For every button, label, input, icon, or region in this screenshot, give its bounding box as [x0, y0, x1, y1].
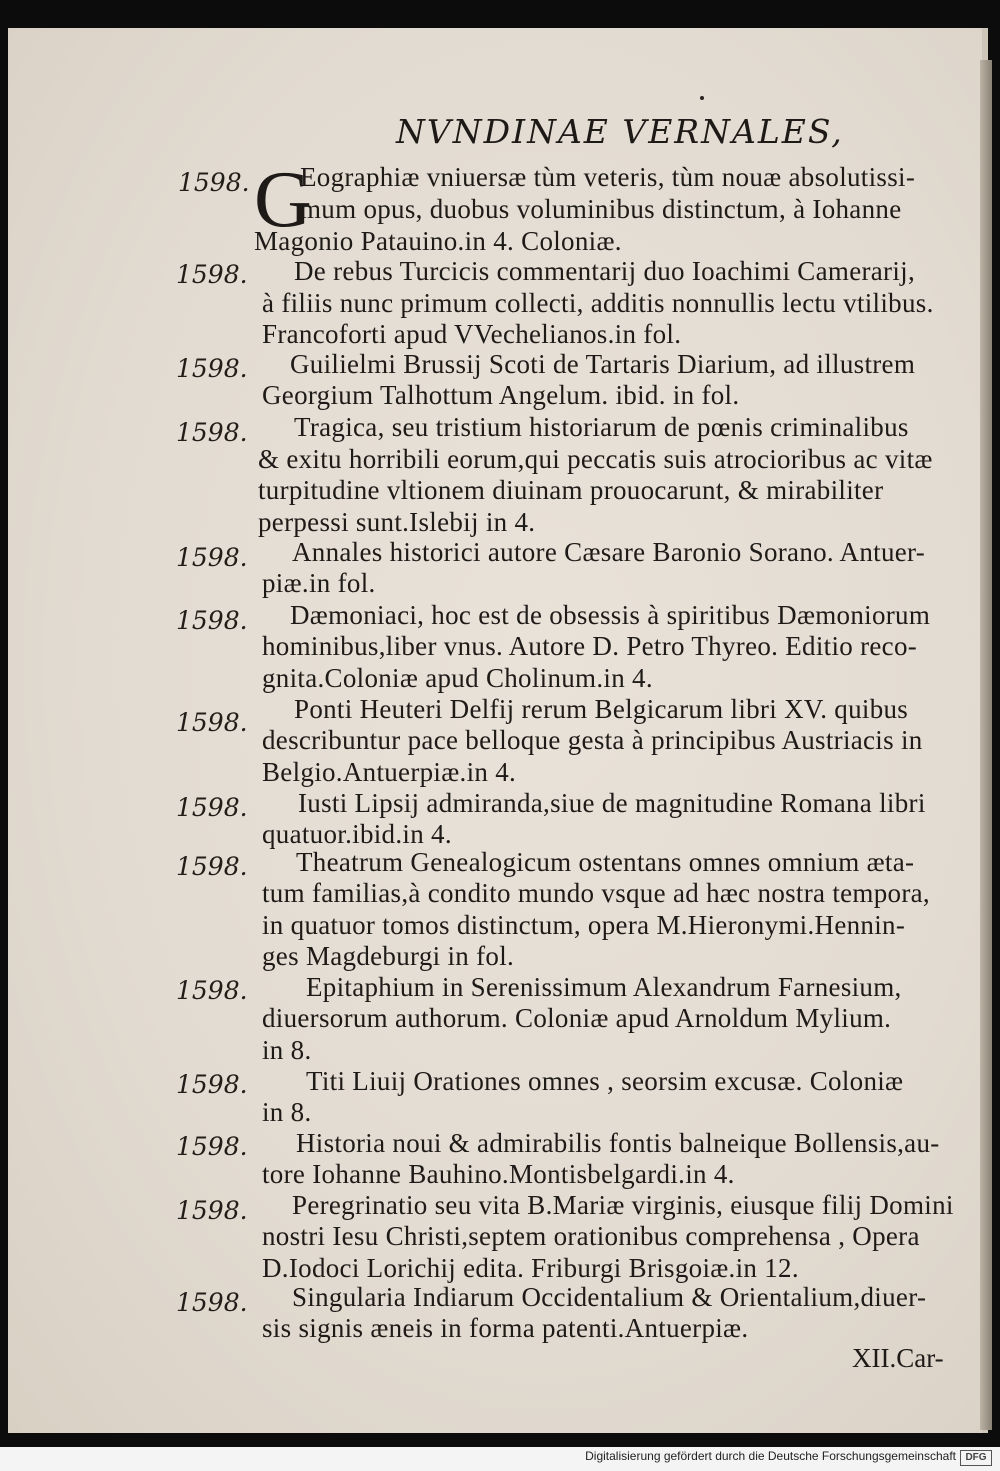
dfg-logo: DFG [960, 1450, 992, 1466]
entry-year: 1598. [176, 1070, 248, 1099]
entry-text-line: Theatrum Genealogicum ostentans omnes omnium æta- [296, 847, 915, 877]
entry-text-line: Eographiæ vniuersæ tùm veteris, tùm nouæ absolutissi- [300, 162, 916, 192]
entry-text-line: piæ.in fol. [262, 568, 376, 598]
entry-text-line: quatuor.ibid.in 4. [262, 819, 452, 849]
entry-text-line: Titi Liuij Orationes omnes , seorsim excusæ. Coloniæ [306, 1066, 904, 1096]
entry-text-line: ges Magdeburgi in fol. [262, 941, 515, 971]
entry-text-line: Peregrinatio seu vita B.Mariæ virginis, eiusque filij Domini [292, 1190, 954, 1220]
entry-text-line: Dæmoniaci, hoc est de obsessis à spiritibus Dæmoniorum [290, 600, 931, 630]
entry-text-line: Annales historici autore Cæsare Baronio Sorano. Antuer- [292, 537, 926, 567]
entry-year: 1598. [176, 708, 248, 737]
entry-text-line: Magonio Patauino.in 4. Coloniæ. [254, 226, 622, 256]
entry-text-line: tore Iohanne Bauhino.Montisbelgardi.in 4. [262, 1159, 735, 1189]
entry-year: 1598. [176, 1288, 248, 1317]
entry-text-line: Tragica, seu tristium historiarum de pœnis criminalibus [294, 412, 909, 442]
entry-text-line: gnita.Coloniæ apud Cholinum.in 4. [262, 663, 653, 693]
entry-text-line: Singularia Indiarum Occidentalium & Orientalium,diuer- [292, 1282, 927, 1312]
entry-year: 1598. [176, 1132, 248, 1161]
entry-text-line: Guilielmi Brussij Scoti de Tartaris Diarium, ad illustrem [290, 349, 916, 379]
entry-text-line: perpessi sunt.Islebij in 4. [258, 507, 536, 537]
entry-text-line: Ponti Heuteri Delfij rerum Belgicarum libri XV. quibus [294, 694, 909, 724]
entry-text-line: describuntur pace belloque gesta à principibus Austriacis in [262, 725, 923, 755]
entry-year: 1598. [176, 418, 248, 447]
ink-speck [700, 96, 704, 100]
page-edge [980, 60, 992, 1430]
entry-text-line: Georgium Talhottum Angelum. ibid. in fol. [262, 380, 740, 410]
entry-year: 1598. [178, 168, 250, 197]
entry-text-line: Historia noui & admirabilis fontis balneique Bollensis,au- [296, 1128, 940, 1158]
entry-year: 1598. [176, 354, 248, 383]
entry-text-line: à filiis nunc primum collecti, additis nonnullis lectu vtilibus. [262, 288, 934, 318]
entry-year: 1598. [176, 793, 248, 822]
entry-text-line: Francoforti apud VVechelianos.in fol. [262, 319, 682, 349]
drop-cap-initial: G [254, 156, 312, 244]
entry-text-line: D.Iodoci Lorichij edita. Friburgi Brisgoiæ.in 12. [262, 1253, 799, 1283]
entry-text-line: in 8. [262, 1097, 312, 1127]
entry-text-line: & exitu horribili eorum,qui peccatis suis atrocioribus ac vitæ [258, 444, 933, 474]
entry-year: 1598. [176, 606, 248, 635]
entry-year: 1598. [176, 1196, 248, 1225]
entry-text-line: Epitaphium in Serenissimum Alexandrum Farnesium, [306, 972, 902, 1002]
entry-text-line: in 8. [262, 1035, 312, 1065]
entry-text-line: mum opus, duobus voluminibus distinctum, à Iohanne [300, 194, 902, 224]
entry-year: 1598. [176, 543, 248, 572]
entry-text-line: sis signis æneis in forma patenti.Antuerpiæ. [262, 1313, 749, 1343]
entry-text-line: Belgio.Antuerpiæ.in 4. [262, 757, 517, 787]
entry-year: 1598. [176, 976, 248, 1005]
catchword: XII.Car- [852, 1343, 944, 1373]
entry-text-line: turpitudine vltionem diuinam prouocarunt, & mirabiliter [258, 475, 884, 505]
running-head: NVNDINAE VERNALES, [396, 112, 844, 151]
entry-year: 1598. [176, 852, 248, 881]
entry-text-line: De rebus Turcicis commentarij duo Ioachimi Camerarij, [294, 256, 915, 286]
entry-text-line: Iusti Lipsij admiranda,siue de magnitudine Romana libri [298, 788, 926, 818]
entry-text-line: in quatuor tomos distinctum, opera M.Hieronymi.Hennin- [262, 910, 906, 940]
footer-credit: Digitalisierung gefördert durch die Deutsche Forschungsgemeinschaft [585, 1449, 956, 1463]
entry-text-line: hominibus,liber vnus. Autore D. Petro Thyreo. Editio reco- [262, 631, 918, 661]
entry-year: 1598. [176, 260, 248, 289]
entry-text-line: nostri Iesu Christi,septem orationibus comprehensa , Opera [262, 1221, 920, 1251]
entry-text-line: tum familias,à condito mundo vsque ad hæc nostra tempora, [262, 878, 930, 908]
entry-text-line: diuersorum authorum. Coloniæ apud Arnoldum Mylium. [262, 1003, 892, 1033]
